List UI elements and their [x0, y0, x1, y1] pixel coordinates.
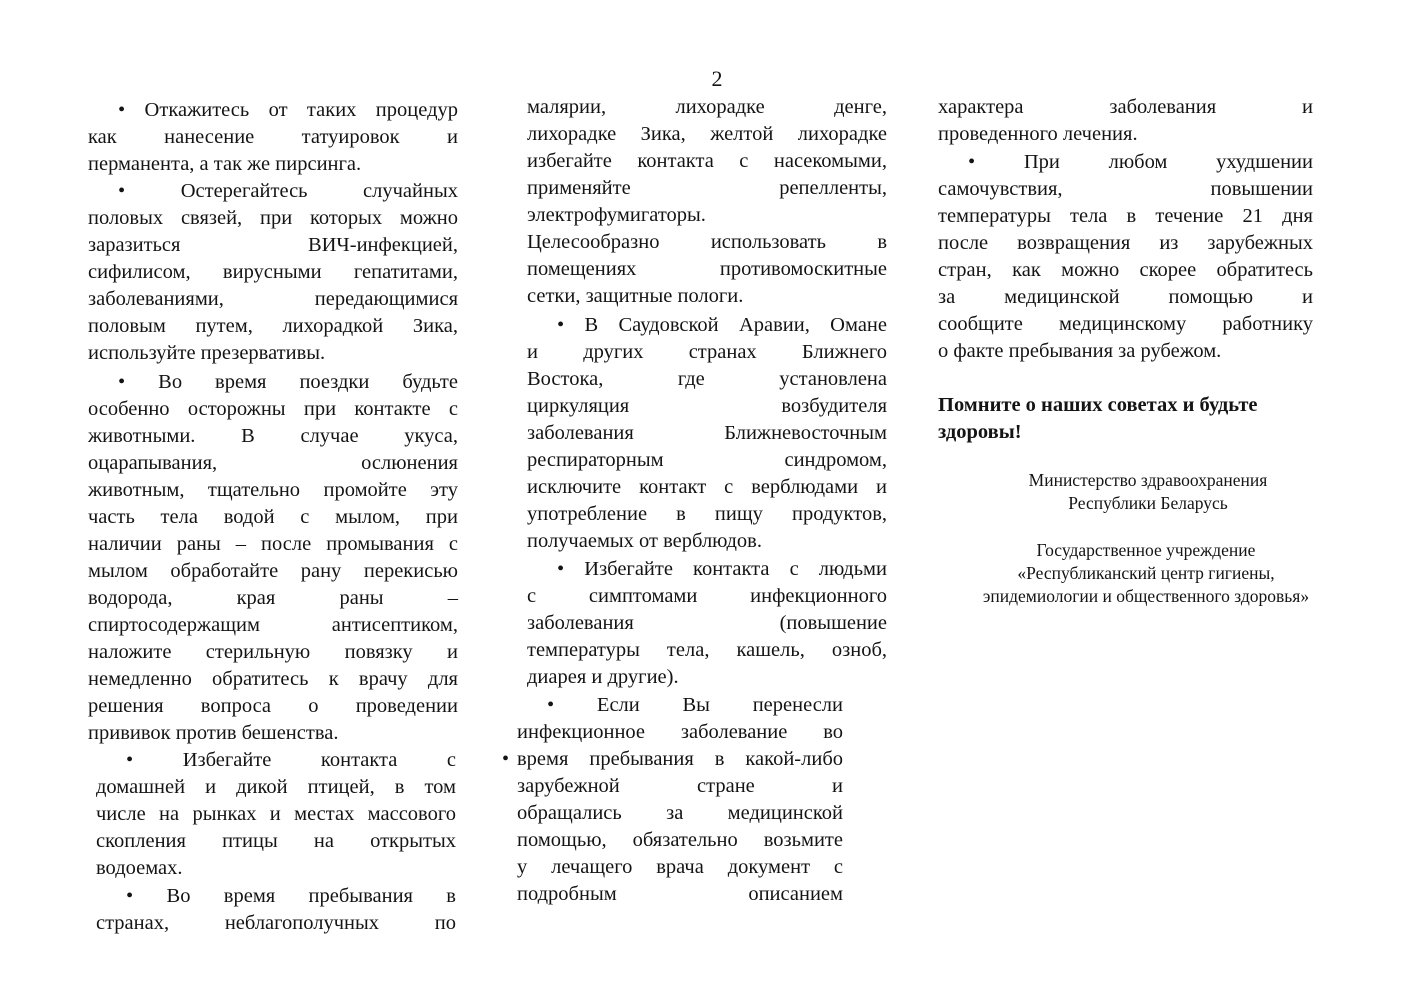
text-line: водоемах.: [96, 857, 183, 879]
text-line: и других странах Ближнего: [527, 341, 887, 363]
text-line: помещениях противомоскитные: [527, 258, 887, 280]
text-line: наличии раны – после промывания с: [88, 533, 458, 555]
center-line: «Республиканский центр гигиены,: [1017, 563, 1275, 583]
text-line: • Если Вы перенесли: [547, 694, 843, 716]
text-line: сетки, защитные пологи.: [527, 285, 744, 307]
text-line: с симптомами инфекционного: [527, 585, 887, 607]
text-line: • В Саудовской Аравии, Омане: [557, 314, 887, 336]
text-line: как нанесение татуировок и: [88, 126, 458, 148]
text-line: перманента, а так же пирсинга.: [88, 153, 362, 175]
page-number: 2: [711, 66, 723, 91]
text-line: характера заболевания и: [938, 96, 1313, 118]
center-line: Государственное учреждение: [1036, 540, 1256, 560]
text-line: малярии, лихорадке денге,: [527, 96, 887, 118]
center-line: эпидемиологии и общественного здоровья»: [982, 586, 1310, 606]
text-line: • Во время пребывания в: [126, 885, 456, 907]
text-line: у лечащего врача документ с: [517, 856, 843, 878]
text-line: оцарапывания, ослюнения: [88, 452, 458, 474]
text-line: диарея и другие).: [527, 666, 679, 688]
text-line: наложите стерильную повязку и: [88, 641, 458, 663]
text-line: температуры тела, кашель, озноб,: [527, 639, 887, 661]
text-line: избегайте контакта с насекомыми,: [527, 150, 887, 172]
text-line: заболевания (повышение: [527, 612, 887, 634]
text-line: время пребывания в какой-либо: [517, 748, 843, 770]
text-line: водорода, края раны –: [88, 587, 458, 609]
text-line: • Откажитесь от таких процедур: [118, 99, 458, 121]
text-line: электрофумигаторы.: [527, 204, 706, 226]
text-line: скопления птицы на открытых: [96, 830, 456, 852]
text-line: сообщите медицинскому работнику: [938, 313, 1313, 335]
text-line: странах, неблагополучных по: [96, 912, 456, 934]
ministry-line: Республики Беларусь: [1068, 493, 1228, 513]
text-line: мылом обработайте рану перекисью: [88, 560, 458, 582]
text-line: прививок против бешенства.: [88, 722, 339, 744]
text-line: респираторным синдромом,: [527, 449, 887, 471]
text-line: животными. В случае укуса,: [88, 425, 458, 447]
text-line: употребление в пищу продуктов,: [527, 503, 887, 525]
text-line: сифилисом, вирусными гепатитами,: [88, 261, 458, 283]
ministry-line: Министерство здравоохранения: [1028, 470, 1268, 490]
text-line: зарубежной стране и: [517, 775, 843, 797]
text-line: • Избегайте контакта с людьми: [557, 558, 887, 580]
text-line: инфекционное заболевание во: [517, 721, 843, 743]
text-line: лихорадке Зика, желтой лихорадке: [527, 123, 887, 145]
text-line: обращались за медицинской: [517, 802, 843, 824]
text-line: спиртосодержащим антисептиком,: [88, 614, 458, 636]
text-line: часть тела водой с мылом, при: [88, 506, 458, 528]
text-line: особенно осторожны при контакте с: [88, 398, 458, 420]
text-line: исключите контакт с верблюдами и: [527, 476, 887, 498]
text-line: циркуляция возбудителя: [527, 395, 887, 417]
text-line: используйте презервативы.: [88, 342, 326, 364]
text-line: помощью, обязательно возьмите: [517, 829, 843, 851]
text-line: проведенного лечения.: [938, 123, 1138, 145]
text-line: стран, как можно скорее обратитесь: [938, 259, 1313, 281]
text-line: Востока, где установлена: [527, 368, 887, 390]
text-line: • При любом ухудшении: [968, 151, 1313, 173]
bullet-icon: •: [502, 748, 510, 770]
text-line: половых связей, при которых можно: [88, 207, 458, 229]
text-line: немедленно обратитесь к врачу для: [88, 668, 458, 690]
text-line: о факте пребывания за рубежом.: [938, 340, 1222, 362]
text-line: заболевания Ближневосточным: [527, 422, 887, 444]
text-line: после возвращения из зарубежных: [938, 232, 1313, 254]
text-line: половым путем, лихорадкой Зика,: [88, 315, 458, 337]
text-line: числе на рынках и местах массового: [96, 803, 456, 825]
text-line: за медицинской помощью и: [938, 286, 1313, 308]
text-line: • Во время поездки будьте: [118, 371, 458, 393]
text-line: • Остерегайтесь случайных: [118, 180, 458, 202]
text-line: заразиться ВИЧ-инфекцией,: [88, 234, 458, 256]
text-line: заболеваниями, передающимися: [88, 288, 458, 310]
text-line: животным, тщательно промойте эту: [88, 479, 458, 501]
text-line: решения вопроса о проведении: [88, 695, 458, 717]
text-line: получаемых от верблюдов.: [527, 530, 762, 552]
closing-line: здоровы!: [938, 421, 1022, 443]
closing-line: Помните о наших советах и будьте: [938, 394, 1258, 416]
text-line: • Избегайте контакта с: [126, 749, 456, 771]
text-line: температуры тела в течение 21 дня: [938, 205, 1313, 227]
text-line: самочувствия, повышении: [938, 178, 1313, 200]
text-line: подробным описанием: [517, 883, 843, 905]
text-line: применяйте репелленты,: [527, 177, 887, 199]
text-line: Целесообразно использовать в: [527, 231, 887, 253]
text-line: домашней и дикой птицей, в том: [96, 776, 456, 798]
